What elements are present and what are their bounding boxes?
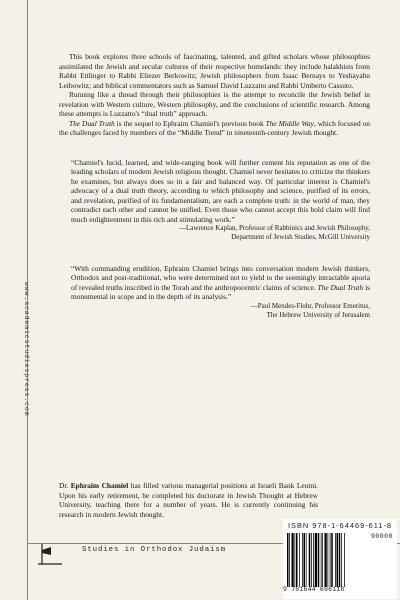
author-bio-text: has filled various managerial positions at Israeli Bank Leumi. Upon his early retirement, he completed his doctorate in Jewish Thought at Hebrew University, teaching there for a number of years. He is currently continuing his research in modern Jewish thought. [59, 481, 318, 519]
intro-p3-mid: is the sequel to Ephraim Chamiel's previous book [114, 118, 266, 128]
series-name: Studies in Orthodox Judaism [82, 546, 227, 554]
back-cover-text [59, 52, 370, 320]
price-code: 90000 [370, 533, 393, 540]
book-title-ref: The Dual Truth [69, 118, 115, 128]
intro-paragraph-3 [59, 119, 370, 138]
blurb-kaplan-attribution-2: Department of Jewish Studies, McGill University [231, 233, 370, 242]
blurb-mendes-flohr-attribution-2: The Hebrew University of Jerusalem [266, 310, 370, 319]
blurb-kaplan-text: “Chamiel's lucid, learned, and wide-ranging book will further cement his reputation as one of the leading scholars of modern Jewish religious thought. Chamiel never hesitates to criticize the thinkers he examines, but always does so in a fair and balanced way. Of particular interest is Chamiel's advocacy of a dual truth theory, according to which philosophy and science, purified of its errors, and revelation, purified of its fundamentalism, are each a complete truth: in the world of man, they contradict each other and cannot be unified. Even those who cannot accept this bold claim will find much enlightenment in this rich and stimulating work.” [71, 157, 370, 224]
blurb-mf-text-b: is monumental in scope and in the depth of its analysis.” [71, 282, 371, 302]
blurb-mendes-flohr-text [71, 264, 370, 302]
intro-paragraph-2: Running like a thread through their philosophies is the attempt to reconcile the Jewish belief in revelation with Western culture, Western philosophy, and the conclusions of scientific research. Among these attempts is Luzzatto's “dual truth” approach. [59, 90, 370, 118]
barcode-digits: 9 781644 696118 [283, 586, 345, 593]
blurb-kaplan [59, 158, 370, 243]
author-bio [59, 481, 318, 519]
intro-p3-end: , which focused on the challenges faced by members of the “Middle Trend” in nineteenth-century Jewish thought. [59, 118, 370, 137]
barcode-icon [287, 533, 365, 587]
barcode-block [283, 519, 397, 599]
author-name: Ephraim Chamiel [70, 481, 129, 490]
blurb-mendes-flohr-attribution-1: —Paul Mendes-Flohr, Professor Emeritus, [250, 301, 370, 310]
publisher-website: www.academicstudiespress.com [23, 282, 30, 417]
intro-paragraph-1: This book explores three schools of fascinating, talented, and gifted scholars whose philosophies assimilated the Jewish and secular cultures of their respective homelands: they include halakhists from Rabbi Ettlinger to Rabbi Eliezer Berkowitz; Jewish philosophers from Isaac Bernays to Yeshayahu Leibowitz; and biblical commentators such as Samuel David Luzzatto and Rabbi Umberto Cassuto. [59, 52, 370, 90]
blurb-mf-text-a: “With commanding erudition, Ephraim Chamiel brings into conversation modern Jewish thinkers, Orthodox and post-traditional, who were determined not to yield to the seemingly intractable aporia of revealed truths inscribed in the Torah and the anthropocentric claims of science. [71, 263, 370, 292]
blurb-mf-book-title: The Dual Truth [317, 282, 364, 292]
author-prefix: Dr. [59, 481, 71, 490]
blurb-mendes-flohr [59, 264, 370, 321]
isbn-label: ISBN 978-1-64469-611-8 [288, 521, 393, 530]
previous-book-title: The Middle Way [265, 118, 314, 128]
publisher-logo-icon [38, 543, 64, 565]
blurb-kaplan-attribution-1: —Lawrence Kaplan, Professor of Rabbinics and Jewish Philosophy, [178, 224, 370, 232]
